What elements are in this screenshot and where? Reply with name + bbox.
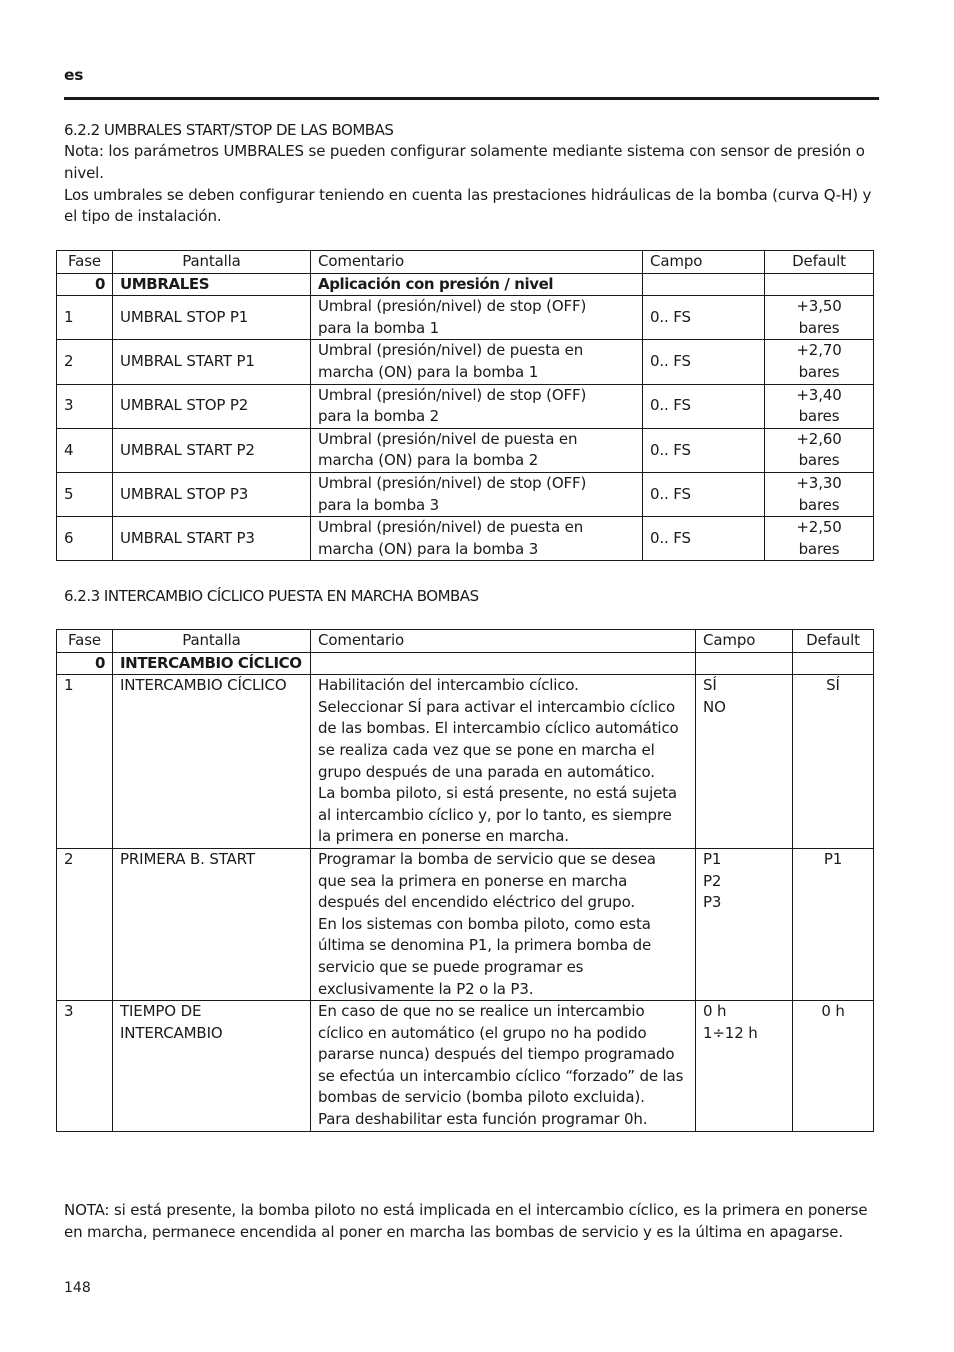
comment-cell: Umbral (presión/nivel) de puesta en marcha (ON) para la bomba 3 [311, 517, 643, 561]
comment-cell: Umbral (presión/nivel de puesta en marcha (ON) para la bomba 2 [311, 428, 643, 472]
column-header: Fase [57, 251, 113, 274]
section-622-title: 6.2.2 UMBRALES START/STOP DE LAS BOMBAS [64, 121, 394, 139]
screen-cell: PRIMERA B. START [113, 848, 311, 1000]
default-cell: +2,60 bares [765, 428, 874, 472]
phase-cell: 0 [57, 273, 113, 296]
table-row [57, 675, 874, 849]
comment-cell [311, 652, 696, 675]
column-header: Default [793, 630, 874, 653]
range-cell: SÍ NO [696, 675, 793, 849]
cyclic-exchange-table [56, 629, 874, 1132]
table-row [57, 1001, 874, 1132]
comment-cell: Habilitación del intercambio cíclico. Seleccionar SÍ para activar el intercambio cíclico de las bombas. El intercambio cíclico automático se realiza cada vez que se pone en marcha el grupo después de una parada en automático. La bomba piloto, si está presente, no está sujeta al intercambio cíclico y, por lo tanto, es siempre la primera en ponerse en marcha. [311, 675, 696, 849]
column-header: Campo [696, 630, 793, 653]
comment-cell: Programar la bomba de servicio que se desea que sea la primera en ponerse en marcha después del encendido eléctrico del grupo. En los sistemas con bomba piloto, como esta última se denomina P1, la primera bomba de servicio que se puede programar es exclusivamente la P2 o la P3. [311, 848, 696, 1000]
table-group-row [57, 273, 874, 296]
column-header: Campo [643, 251, 765, 274]
header-rule [64, 97, 879, 100]
column-header: Fase [57, 630, 113, 653]
footnote: NOTA: si está presente, la bomba piloto no está implicada en el intercambio cíclico, es la primera en ponerse en marcha, permanece encendida al poner en marcha las bombas de servicio y es la última en apagarse. [64, 1201, 868, 1241]
default-cell [765, 273, 874, 296]
table-header-row [57, 630, 874, 653]
phase-cell: 4 [57, 428, 113, 472]
default-cell: 0 h [793, 1001, 874, 1132]
comment-cell: Umbral (presión/nivel) de stop (OFF) para la bomba 2 [311, 384, 643, 428]
range-cell: 0 h 1÷12 h [696, 1001, 793, 1132]
phase-cell: 1 [57, 675, 113, 849]
screen-cell: UMBRAL START P3 [113, 517, 311, 561]
column-header: Default [765, 251, 874, 274]
range-cell: 0.. FS [643, 384, 765, 428]
table-row [57, 296, 874, 340]
default-cell: P1 [793, 848, 874, 1000]
default-cell [793, 652, 874, 675]
table-row [57, 340, 874, 384]
screen-cell: TIEMPO DE INTERCAMBIO [113, 1001, 311, 1132]
phase-cell: 3 [57, 384, 113, 428]
screen-cell: UMBRAL STOP P3 [113, 472, 311, 516]
range-cell [696, 652, 793, 675]
table-header-row [57, 251, 874, 274]
default-cell: +2,70 bares [765, 340, 874, 384]
table-row [57, 472, 874, 516]
phase-cell: 2 [57, 848, 113, 1000]
comment-cell: Aplicación con presión / nivel [311, 273, 643, 296]
phase-cell: 6 [57, 517, 113, 561]
range-cell: 0.. FS [643, 428, 765, 472]
range-cell: P1 P2 P3 [696, 848, 793, 1000]
table-group-row [57, 652, 874, 675]
default-cell: +3,30 bares [765, 472, 874, 516]
section-622-intro: Nota: los parámetros UMBRALES se pueden configurar solamente mediante sistema con sensor de presión o nivel. Los umbrales se deben configurar teniendo en cuenta las prestaciones hidráulicas de la bomba (curva Q-H) y el tipo de instalación. [64, 142, 872, 226]
phase-cell: 0 [57, 652, 113, 675]
default-cell: SÍ [793, 675, 874, 849]
phase-cell: 5 [57, 472, 113, 516]
comment-cell: Umbral (presión/nivel) de stop (OFF) para la bomba 1 [311, 296, 643, 340]
column-header: Comentario [311, 630, 696, 653]
screen-cell: UMBRAL START P2 [113, 428, 311, 472]
column-header: Comentario [311, 251, 643, 274]
range-cell [643, 273, 765, 296]
range-cell: 0.. FS [643, 472, 765, 516]
screen-cell: UMBRAL STOP P2 [113, 384, 311, 428]
table-row [57, 848, 874, 1000]
page-number: 148 [64, 1280, 91, 1296]
screen-cell: INTERCAMBIO CÍCLICO [113, 675, 311, 849]
comment-cell: Umbral (presión/nivel) de puesta en marcha (ON) para la bomba 1 [311, 340, 643, 384]
table-row [57, 384, 874, 428]
default-cell: +3,40 bares [765, 384, 874, 428]
phase-cell: 1 [57, 296, 113, 340]
screen-cell: UMBRALES [113, 273, 311, 296]
range-cell: 0.. FS [643, 517, 765, 561]
default-cell: +2,50 bares [765, 517, 874, 561]
default-cell: +3,50 bares [765, 296, 874, 340]
comment-cell: En caso de que no se realice un intercambio cíclico en automático (el grupo no ha podido pararse nunca) después del tiempo programado se efectúa un intercambio cíclico “forzado” de las bombas de servicio (bomba piloto excluida). Para deshabilitar esta función programar 0h. [311, 1001, 696, 1132]
range-cell: 0.. FS [643, 296, 765, 340]
thresholds-table [56, 250, 874, 561]
phase-cell: 2 [57, 340, 113, 384]
language-code: es [64, 66, 84, 84]
section-623-title: 6.2.3 INTERCAMBIO CÍCLICO PUESTA EN MARCHA BOMBAS [64, 587, 479, 605]
column-header: Pantalla [113, 251, 311, 274]
screen-cell: UMBRAL STOP P1 [113, 296, 311, 340]
table-row [57, 517, 874, 561]
range-cell: 0.. FS [643, 340, 765, 384]
phase-cell: 3 [57, 1001, 113, 1132]
screen-cell: INTERCAMBIO CÍCLICO [113, 652, 311, 675]
column-header: Pantalla [113, 630, 311, 653]
screen-cell: UMBRAL START P1 [113, 340, 311, 384]
comment-cell: Umbral (presión/nivel) de stop (OFF) para la bomba 3 [311, 472, 643, 516]
table-row [57, 428, 874, 472]
